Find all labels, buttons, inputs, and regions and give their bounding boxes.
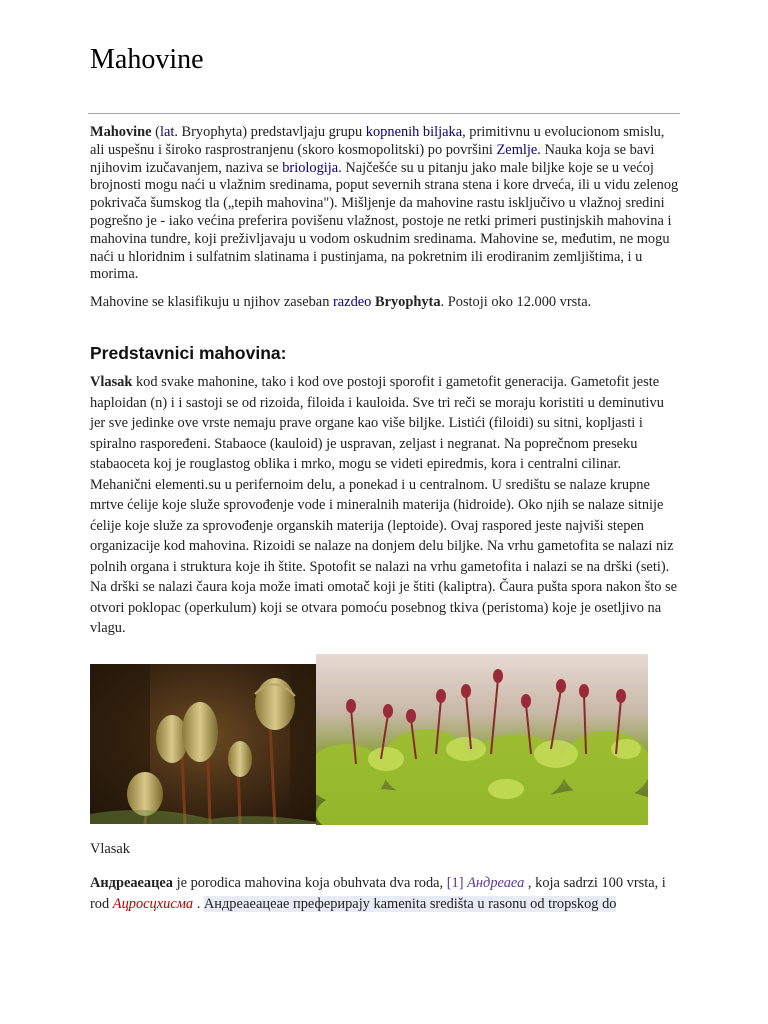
moss-photo xyxy=(316,654,648,825)
reference-1-link[interactable]: [1] xyxy=(446,875,464,891)
intro-text-3: . Nauka koja se bavi njihovim izučavanjem, naziva se xyxy=(90,141,655,176)
andreaeaceae-bold-term: Андреаеацеа xyxy=(90,875,174,891)
lat-link[interactable]: lat xyxy=(159,124,175,140)
section-heading: Predstavnici mahovina: xyxy=(90,343,287,363)
highlighted-text: Андреаеацеае преферирају kamenita središta u rasonu od tropskog do xyxy=(203,895,617,912)
bryophyta-bold: Bryophyta xyxy=(374,294,441,310)
intro-paragraph: Mahovine (lat. Bryophyta) predstavljaju grupu kopnenih biljaka, primitivnu u evolucionom smislu, ali uspešnu i široko rasprostranjenu (skoro kosmopolitski) po površini Zemlje. Nauka koja se bavi njihovim izučavanjem, naziva se briologija. Najčešće su u pitanju jako male biljke koje se u većoj brojnosti mogu naći u vlažnim sredinama, poput severnih strana stena i kore drveća, ili u vidu zelenog pokrivača šumskog tla („tepih mahovina"). Mišljenje da mahovine rastu isključivo u vlažnoj sredini pogrešno je - iako većina preferira povišenu vlažnost, postoje ne retki primeri pustinjskih mahovina i mahovina tundre, koji preživljavaju u vodom oskudnim sredinama. Mahovine se, međutim, ne mogu naći u hloridnim i sulfatnim slatinama i pustinjama, na pokretnim ili erodiranim zemljištima, i u morima. xyxy=(90,124,679,283)
vlasak-bold-term: Vlasak xyxy=(90,374,133,390)
page-title: Mahovine xyxy=(90,44,204,75)
para2-text-2: . Postoji oko 12.000 vrsta. xyxy=(440,294,592,310)
zemlje-link[interactable]: Zemlje xyxy=(496,141,538,158)
para2-text-1: Mahovine se klasifikuju u njihov zaseban xyxy=(90,294,333,310)
intro-text-1: . Bryophyta) predstavljaju grupu xyxy=(174,124,366,140)
vlasak-text: kod svake mahonine, tako i kod ove postoji sporofit i gametofit generacija. Gametofit jeste haploidan (n) i i sastoji se od rizoida, filoida i kauloida. Sve tri reči se moraju koristiti u deminutivu jer sve jedinke ove vrste nemaju prave organe kao više biljke. Listići (filoidi) su sitni, kopljasti i spiralno raspoređeni. Stabaoce (kauloid) je uspravan, zeljast i negranat. Na poprečnom preseku stabaoceta koj je rouglastog oblika i mrko, mogu se videti epiredmis, kora i centralni cilinar. Mehanični elementi.su u perifernoim delu, a ponekad i u centralnom. U središtu se nalaze krupne mrtve ćelije koje služe sprovođenje vode i mineralnih materija (hidroide). Oko njih se nalaze sitnije ćelije koje služe za sprovođenje organskih materija (leptoide). Ovaj raspored jeste najviši stepen organizacije kod mahovina. Rizoidi se nalaze na donjem delu biljke. Na vrhu gametofita se nalazi niz polnih organa i struktura koje ih štite. Spotofit se nalazi na vrhu gametofita i nalazi se na drški (seti). Na drški se nalazi čaura koja može imati omotač koji je štiti (kaliptra). Čaura pušta spora nakon što se otvori poklopac (operkulum) koji se otvara pomoću posebnog tkiva (peristoma) koje je osetljivo na vlagu. xyxy=(90,374,678,636)
vlasak-paragraph xyxy=(90,372,680,639)
andreaea-text-3: . xyxy=(193,895,204,912)
andreaeaceae-paragraph xyxy=(90,873,680,914)
andreaea-text-2: , koja sadrzi 100 vrsta, i rod xyxy=(90,875,666,912)
razdeo-link[interactable]: razdeo xyxy=(333,294,372,310)
intro-bold-term: Mahovine xyxy=(90,124,152,140)
kopnenih-biljaka-link[interactable]: kopnenih biljaka xyxy=(365,124,463,140)
andreaea-text-1: je porodica mahovina koja obuhvata dva roda, xyxy=(173,875,447,891)
image-caption: Vlasak xyxy=(90,841,130,857)
acroschisma-link[interactable]: Ацросцхисма xyxy=(112,895,194,912)
intro-text-4: . Najčešće su u pitanju jako male biljke koje se u većoj brojnosti mogu naći u vlažnim sredinama, poput severnih strana stena i kore drveća, ili u vidu zelenog pokrivača šumskog tla („tepih mahovina"). Mišljenje da mahovine rastu isključivo u vlažnoj sredini pogrešno je - iako većina preferira povišenu vlažnost, postoje ne retki primeri pustinjskih mahovina i mahovina tundre, koji preživljavaju u vodom oskudnim sredinama. Mahovine se, međutim, ne mogu naći u hloridnim i sulfatnim slatinama i pustinjama, na pokretnim ili erodiranim zemljištima, i u morima. xyxy=(90,159,679,283)
vlasak-capsules-photo xyxy=(90,664,316,824)
intro-text-2: , primitivnu u evolucionom smislu, ali uspešnu i široko rasprostranjenu (skoro kosmopolitski) po površini xyxy=(90,124,665,158)
andreaea-genus-link[interactable]: Андреаеа xyxy=(463,875,525,891)
classification-paragraph xyxy=(90,293,680,311)
title-divider xyxy=(88,113,680,114)
briologija-link[interactable]: briologija xyxy=(282,159,339,176)
